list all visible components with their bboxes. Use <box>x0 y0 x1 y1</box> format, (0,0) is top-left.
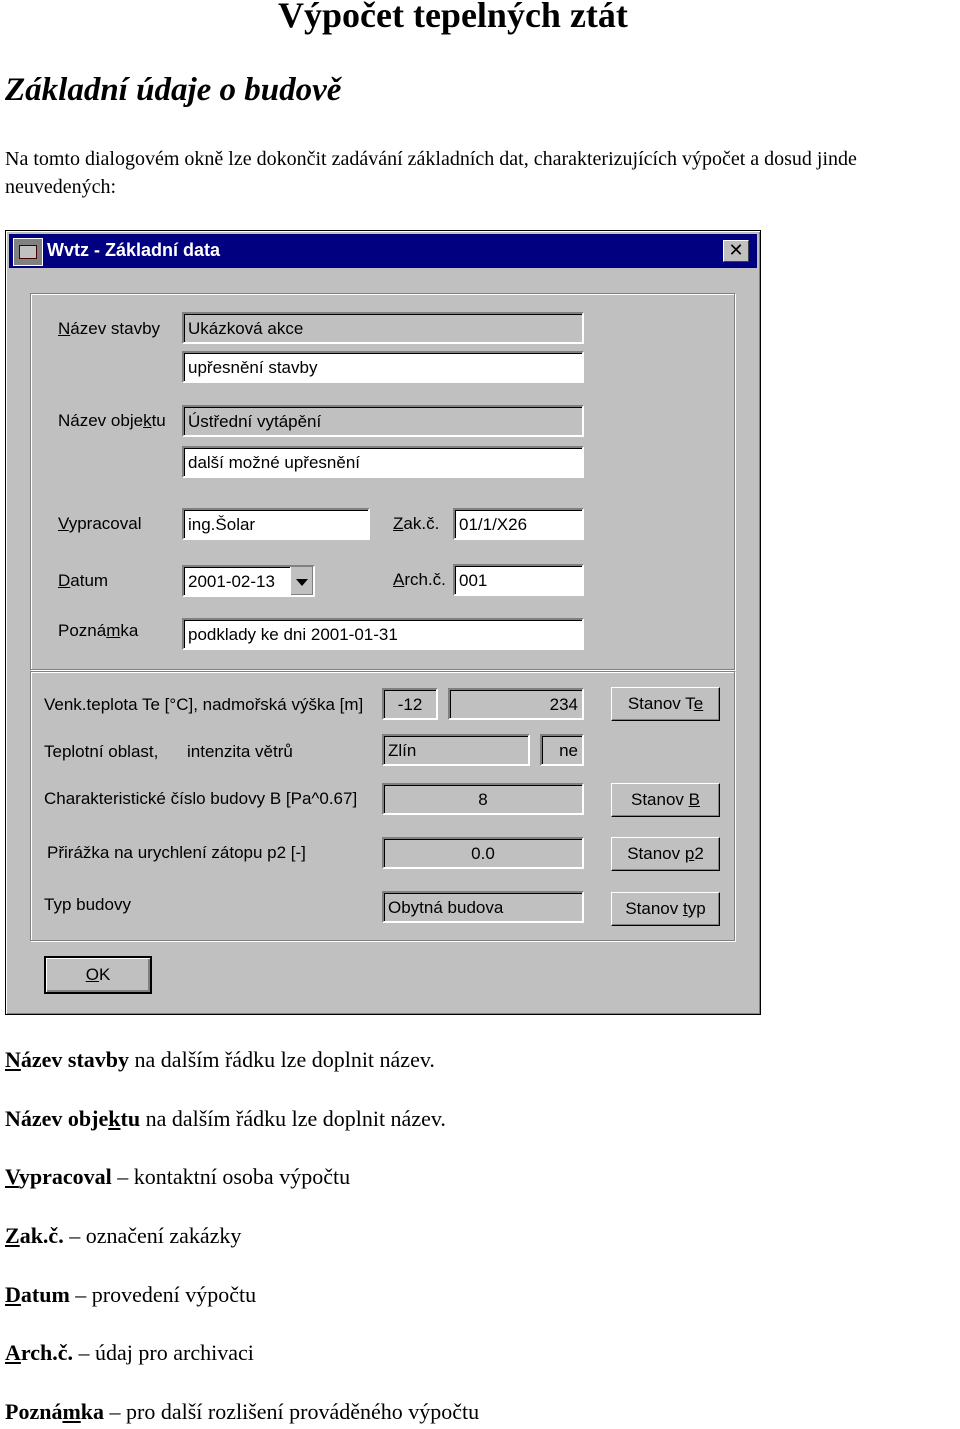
close-button[interactable] <box>723 240 749 262</box>
datum-value: 2001-02-13 <box>188 572 275 591</box>
desc-vypracoval: Vypracoval – kontaktní osoba výpočtu <box>5 1164 351 1189</box>
section-heading: Základní údaje o budově <box>5 72 342 108</box>
close-icon: ✕ <box>728 240 744 260</box>
typ-budovy-field[interactable]: Obytná budova <box>382 891 584 923</box>
label-typ-budovy: Typ budovy <box>44 895 131 914</box>
page-title: Výpočet tepelných ztát <box>278 0 628 35</box>
vypracoval-field[interactable]: ing.Šolar <box>182 508 370 540</box>
intro-paragraph: Na tomto dialogovém okně lze dokončit zadávání základních dat, charakterizujících výpočet a dosud jinde neuvedených: <box>5 148 857 198</box>
nazev-objektu-field[interactable]: Ústřední vytápění <box>182 405 584 437</box>
te-field[interactable]: -12 <box>382 688 438 720</box>
stanov-te-button[interactable]: Stanov Te <box>611 687 720 721</box>
desc-datum: Datum – provedení výpočtu <box>5 1282 257 1307</box>
stanov-b-button[interactable]: Stanov B <box>611 783 720 817</box>
ok-button[interactable]: OK <box>44 956 152 994</box>
oblast-field[interactable]: Zlín <box>382 734 530 766</box>
desc-poznamka: Poznámka – pro další rozlišení prováděného výpočtu <box>5 1399 480 1424</box>
nazev-stavby-field[interactable]: Ukázková akce <box>182 312 584 344</box>
dialog-window <box>5 230 761 1015</box>
zak-field[interactable]: 01/1/X26 <box>453 508 584 540</box>
datum-dropdown[interactable] <box>182 565 315 597</box>
desc-nazev-objektu: Název objektu na dalším řádku lze doplnit název. <box>5 1106 446 1131</box>
app-icon <box>13 238 43 266</box>
vyska-field[interactable]: 234 <box>448 688 584 720</box>
vetry-field[interactable]: ne <box>540 734 584 766</box>
arch-field[interactable]: 001 <box>453 564 584 596</box>
dialog-title: Wvtz - Základní data <box>47 240 221 260</box>
desc-arch: Arch.č. – údaj pro archivaci <box>5 1340 254 1365</box>
poznamka-field[interactable]: podklady ke dni 2001-01-31 <box>182 618 584 650</box>
label-charakteristicke-cislo: Charakteristické číslo budovy B [Pa^0.67] <box>44 789 358 808</box>
label-vypracoval: Vypracoval <box>58 514 142 533</box>
chevron-down-icon[interactable] <box>290 567 313 595</box>
label-intenzita-vetru: intenzita větrů <box>187 742 293 761</box>
label-venk-teplota: Venk.teplota Te [°C], nadmořská výška [m] <box>44 695 364 714</box>
nazev-stavby-detail-field[interactable]: upřesnění stavby <box>182 351 584 383</box>
label-arch: Arch.č. <box>393 570 446 589</box>
dialog-titlebar[interactable] <box>9 234 757 268</box>
label-prirazka: Přirážka na urychlení zátopu p2 [-] <box>47 843 306 862</box>
desc-nazev-stavby: Název stavby na dalším řádku lze doplnit název. <box>5 1047 435 1072</box>
stanov-p2-button[interactable]: Stanov p2 <box>611 837 720 871</box>
b-field[interactable]: 8 <box>382 783 584 815</box>
panel-project <box>30 293 735 670</box>
label-nazev-stavby: Název stavby <box>58 319 161 338</box>
label-nazev-objektu: Název objektu <box>58 411 166 430</box>
label-datum: Datum <box>58 571 109 590</box>
desc-zak: Zak.č. – označení zakázky <box>5 1223 242 1248</box>
label-zak: Zak.č. <box>393 514 440 533</box>
label-poznamka: Poznámka <box>58 621 139 640</box>
nazev-objektu-detail-field[interactable]: další možné upřesnění <box>182 446 584 478</box>
label-teplotni-oblast: Teplotní oblast, <box>44 742 159 761</box>
p2-field[interactable]: 0.0 <box>382 837 584 869</box>
stanov-typ-button[interactable]: Stanov typ <box>611 892 720 926</box>
